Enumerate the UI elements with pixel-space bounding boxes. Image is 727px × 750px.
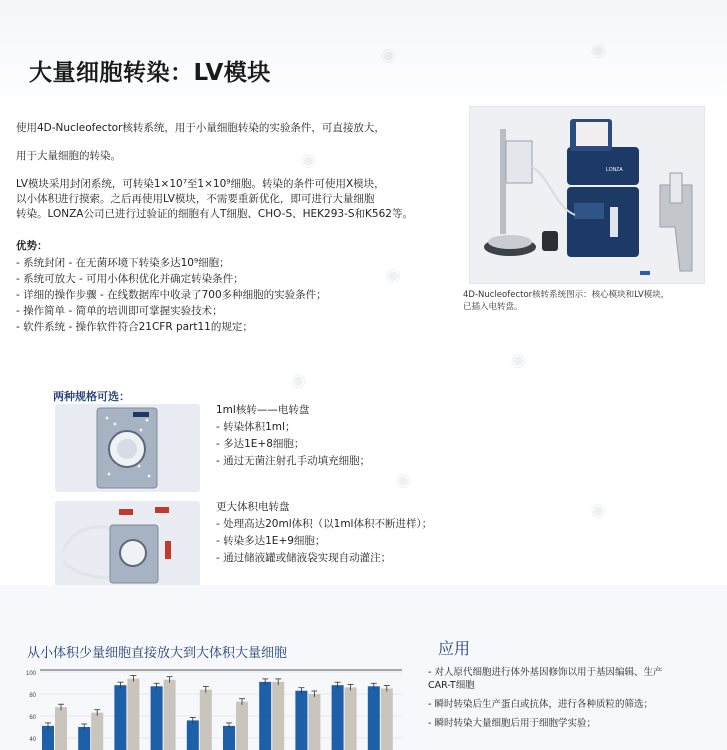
specs-heading: 两种规格可选： [53,390,130,403]
watermark-logo: ◉ [285,367,311,394]
chart-bar [272,682,284,750]
chart-bar [345,687,357,750]
chart-bar [308,694,320,750]
small-spec-item: - 转染体积1ml； [216,421,296,433]
chart-bar [127,679,139,750]
advantages-heading: 优势： [16,240,48,252]
scale-up-bar-chart [10,664,410,750]
advantage-item: - 操作简单 - 简单的培训即可掌握实验技术； [16,305,223,317]
intro-line-3: LV模块采用封闭系统，可转染1×10⁷至1×10⁹细胞。转染的条件可使用X模块， [16,178,385,190]
advantage-item: - 详细的操作步骤 - 在线数据库中收录了700多种细胞的实验条件； [16,289,327,301]
watermark-logo: ◉ [295,147,321,174]
chart-bar [114,685,126,750]
applications-list [428,666,678,736]
small-spec-block [216,402,370,470]
chart-bar [381,689,393,750]
intro-line-4: 以小体积进行摸索。之后再使用LV模块，不需要重新优化，即可进行大量细胞 [16,193,375,205]
chart-bar [164,680,176,750]
page-title: 大量细胞转染：LV模块 [29,60,271,86]
application-item: - 瞬时转染后生产蛋白或抗体，进行各种质粒的筛选； [428,699,653,710]
large-spec-item: - 处理高达20ml体积（以1ml体积不断进样）； [216,518,433,530]
intro-line-1: 使用4D-Nucleofector核转系统，用于小量细胞转染的实验条件，可直接放大， [16,122,385,134]
chart-bar [200,690,212,750]
chart-bar [55,707,67,750]
advantage-item: - 软件系统 - 操作软件符合21CFR part11的规定； [16,321,253,333]
chart-bar [223,726,235,750]
large-spec-title: 更大体积电转盘 [216,501,290,513]
chart-bar [91,713,103,750]
chart-bar [187,720,199,750]
chart-ytick-label: 60 [29,715,36,721]
chart-bar [259,682,271,750]
large-spec-block [216,499,432,567]
chart-bar [332,685,344,750]
watermark-logo: ◉ [380,262,406,289]
chart-bar [42,726,54,750]
small-spec-title: 1ml核转——电转盘 [216,404,310,416]
small-spec-item: - 通过无菌注射孔手动填充细胞； [216,455,371,467]
advantages-list [16,255,327,335]
advantage-item: - 系统封闭 - 在无菌环境下转染多达10⁹细胞； [16,257,230,269]
chart-bar [78,727,90,750]
chart-title: 从小体积少量细胞直接放大到大体积大量细胞 [27,646,288,661]
application-item: - 瞬时转染大量细胞后用于细胞学实验； [428,718,596,729]
intro-line-2: 用于大量细胞的转染。 [16,150,121,162]
large-spec-item: - 转染多达1E+9细胞； [216,535,326,547]
chart-bar [368,686,380,750]
advantage-item: - 系统可放大 - 可用小体积优化并确定转染条件； [16,273,244,285]
watermark-logo: ◉ [390,467,416,494]
small-cassette-photo [55,404,200,492]
chart-bar [295,691,307,750]
chart-ytick-label: 40 [29,737,36,743]
large-spec-item: - 通过储液罐或储液袋实现自动灌注； [216,552,392,564]
application-item: - 对人原代细胞进行体外基因修饰以用于基因编辑、生产CAR-T细胞 [428,667,663,691]
device-caption-line-1: 4D-Nucleofector核转系统图示：核心模块和LV模块， [463,290,670,300]
chart-ytick-label: 80 [29,693,36,699]
chart-ytick-label: 100 [25,671,36,677]
large-cassette-photo [55,501,200,589]
device-caption-line-2: 已插入电转盘。 [463,302,523,312]
watermark-logo: ◉ [505,347,531,374]
device-caption [463,289,723,313]
chart-bar [151,686,163,750]
applications-heading: 应用 [438,639,471,658]
device-photo [469,106,705,284]
watermark-logo: ◉ [585,497,611,524]
device-brand-label: LONZA [606,167,623,173]
intro-line-5: 转染。LONZA公司已进行过验证的细胞有人T细胞、CHO-S、HEK293-S和K562等。 [16,208,413,220]
small-spec-item: - 多达1E+8细胞； [216,438,305,450]
chart-bar [236,702,248,750]
